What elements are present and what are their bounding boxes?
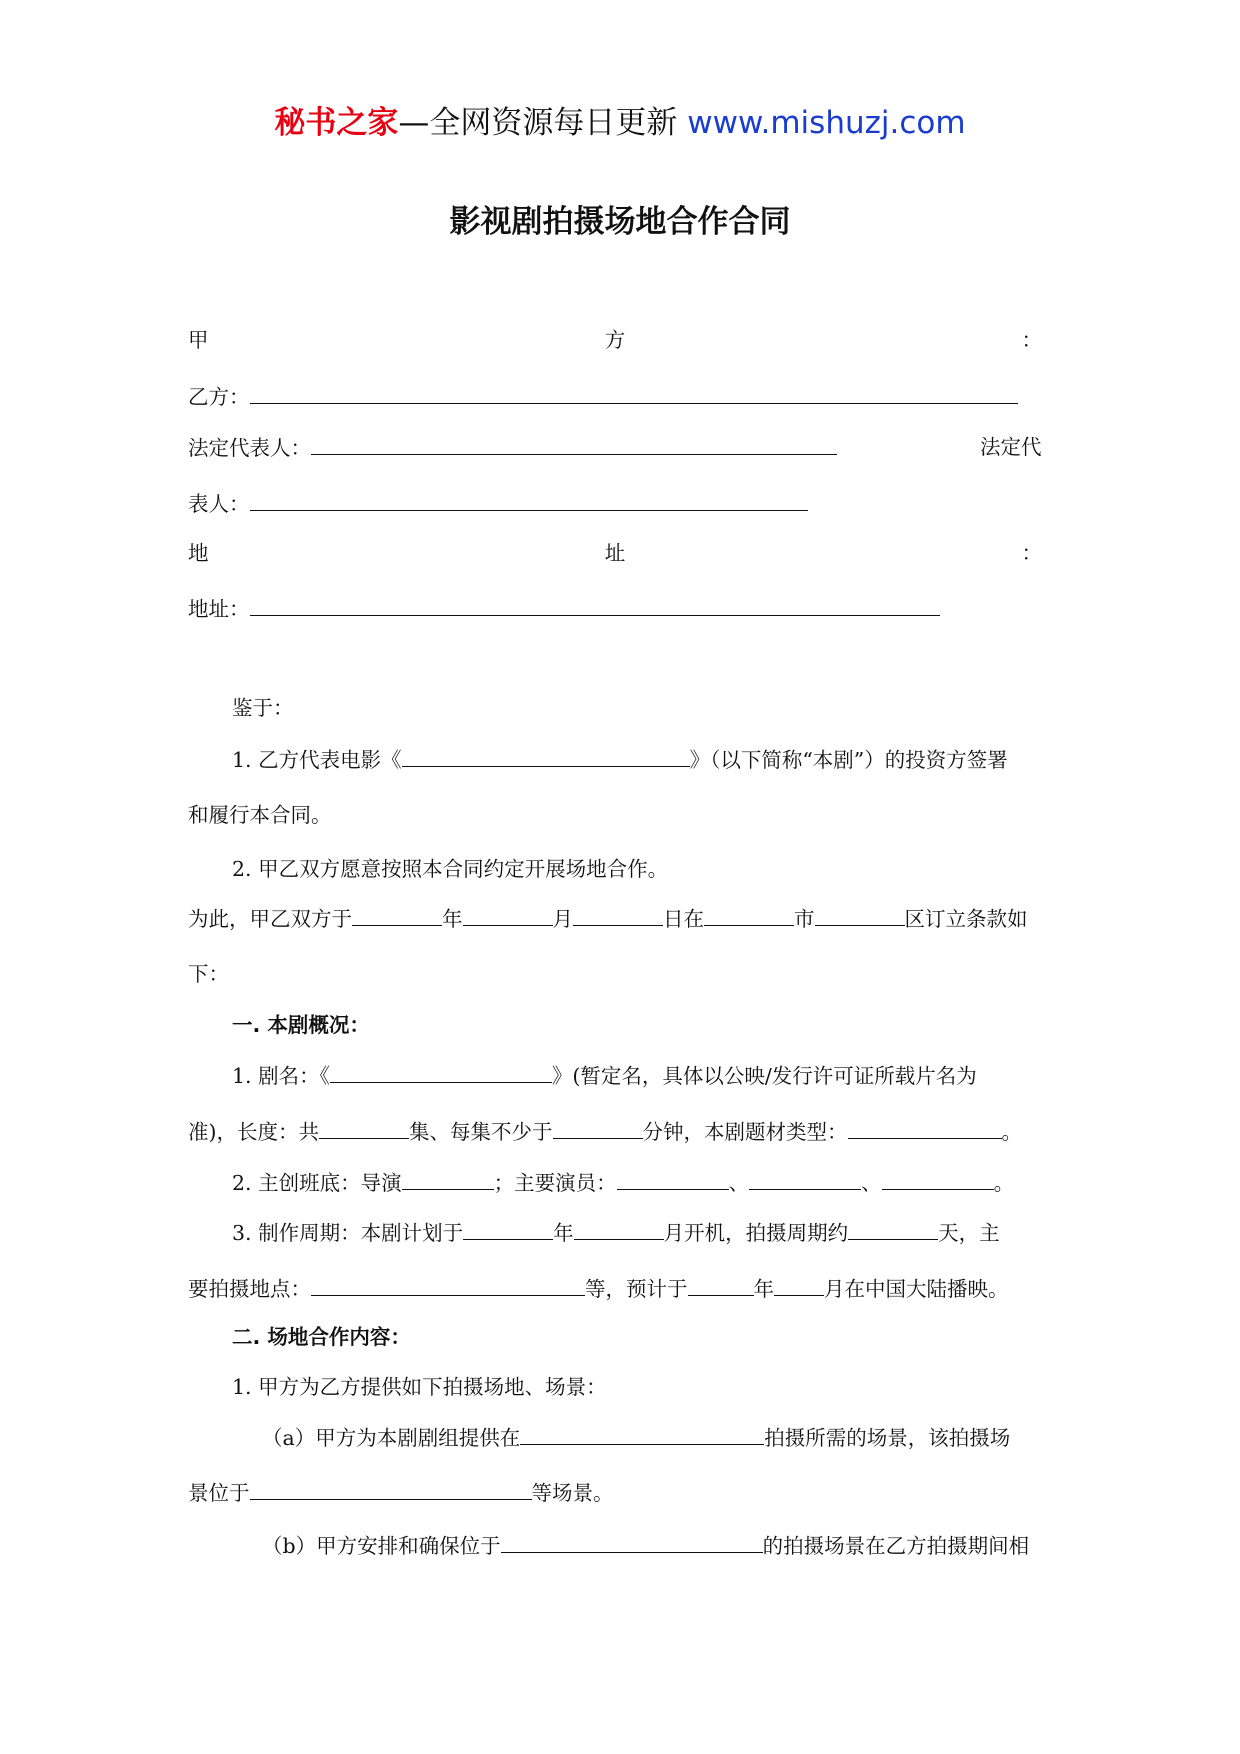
clause-1-3-cont-text-2: 等，预计于: [585, 1277, 688, 1301]
clause-2-1-a-post: 拍摄所需的场景，该拍摄场: [764, 1426, 1011, 1450]
drama-title-blank[interactable]: [330, 1060, 552, 1083]
whereas-1-continued: 和履行本合同。: [188, 803, 332, 827]
clause-1-3: [232, 1217, 1000, 1248]
clause-1-3-text-1: 3. 制作周期：本剧计划于: [232, 1221, 464, 1245]
section-1-heading: 一. 本剧概况：: [232, 1013, 370, 1037]
clause-1-1-continued: [188, 1116, 1022, 1147]
clause-1-1-text-2: 集、每集不少于: [409, 1120, 553, 1144]
clause-2-1-a-cont-pre: 景位于: [188, 1481, 250, 1505]
whereas-1-pre: 1. 乙方代表电影《: [232, 748, 402, 772]
clause-1-2-text-2: ；主要演员：: [493, 1171, 617, 1195]
shoot-days-blank[interactable]: [848, 1217, 938, 1240]
actor-2-blank[interactable]: [749, 1167, 861, 1190]
clause-2-1-a-cont-post: 等场景。: [531, 1481, 614, 1505]
legal-rep-b-label-part1: 法定代: [980, 435, 1042, 459]
party-a-line: [188, 325, 1042, 355]
clause-2-1-b: [262, 1530, 1029, 1561]
party-a-colon: ：: [1021, 328, 1042, 352]
scene-location-blank[interactable]: [501, 1530, 763, 1553]
signing-text-4: 日在: [663, 907, 704, 931]
signing-text-6: 区订立条款如: [904, 907, 1028, 931]
clause-1-3-text-3: 月开机，拍摄周期约: [663, 1221, 849, 1245]
signing-clause: [188, 903, 1028, 934]
clause-1-3-cont-text-3: 年: [753, 1277, 774, 1301]
clause-1-1: [232, 1060, 977, 1091]
whereas-item-2: 2. 甲乙双方愿意按照本合同约定开展场地合作。: [232, 857, 669, 881]
site-banner: [0, 100, 1240, 146]
film-title-blank[interactable]: [402, 744, 690, 767]
clause-1-2-text-3: 、: [728, 1171, 750, 1195]
clause-1-2-text-4: 、: [861, 1171, 882, 1195]
address-a-line: [188, 538, 1042, 568]
legal-rep-a-line: [188, 432, 837, 463]
clause-1-1-pre: 1. 剧名：《: [232, 1064, 330, 1088]
banner-slogan: —全网资源每日更新: [398, 105, 678, 141]
legal-rep-a-blank[interactable]: [311, 432, 837, 455]
party-b-label: 乙方：: [188, 385, 250, 409]
clause-1-1-post: 》(暂定名，具体以公映/发行许可证所载片名为: [551, 1064, 977, 1088]
party-a-char2: 方: [604, 328, 626, 352]
party-b-line: [188, 381, 1018, 412]
party-b-blank[interactable]: [250, 381, 1018, 404]
sign-city-blank[interactable]: [704, 903, 794, 926]
signing-clause-continued: 下：: [188, 962, 229, 986]
clause-1-2: [232, 1167, 1014, 1198]
release-year-blank[interactable]: [688, 1273, 754, 1296]
whereas-1-post: 》（以下简称“本剧”）的投资方签署: [689, 748, 1008, 772]
address-b-line: [188, 593, 940, 624]
clause-1-2-text-5: 。: [993, 1171, 1015, 1195]
actor-3-blank[interactable]: [882, 1167, 994, 1190]
minutes-blank[interactable]: [553, 1116, 643, 1139]
whereas-heading: 鉴于：: [232, 696, 294, 720]
clause-1-1-text-1: 准)，长度：共: [188, 1120, 319, 1144]
legal-rep-b-line: [188, 488, 808, 519]
director-blank[interactable]: [402, 1167, 494, 1190]
sign-day-blank[interactable]: [573, 903, 663, 926]
clause-2-1-a-pre: （a）甲方为本剧剧组提供在: [262, 1426, 521, 1450]
genre-blank[interactable]: [848, 1116, 1002, 1139]
clause-2-1: 1. 甲方为乙方提供如下拍摄场地、场景：: [232, 1375, 607, 1399]
address-a-char1: 地: [188, 541, 209, 565]
legal-rep-b-label-part2: 表人：: [188, 492, 250, 516]
clause-1-3-continued: [188, 1273, 1009, 1304]
clause-2-1-b-pre: （b）甲方安排和确保位于: [262, 1534, 501, 1558]
signing-text-3: 月: [552, 907, 573, 931]
episodes-blank[interactable]: [319, 1116, 409, 1139]
address-b-label: 地址：: [188, 597, 250, 621]
document-title: 影视剧拍摄场地合作合同: [449, 204, 791, 240]
signing-text-2: 年: [442, 907, 463, 931]
party-a-char1: 甲: [188, 328, 209, 352]
address-b-blank[interactable]: [250, 593, 940, 616]
actor-1-blank[interactable]: [617, 1167, 729, 1190]
clause-1-3-text-2: 年: [553, 1221, 574, 1245]
clause-1-1-text-3: 分钟，本剧题材类型：: [642, 1120, 848, 1144]
signing-text-5: 市: [794, 907, 815, 931]
sign-month-blank[interactable]: [463, 903, 553, 926]
address-a-colon: ：: [1021, 541, 1042, 565]
venue-location-blank[interactable]: [520, 1422, 764, 1445]
clause-1-3-text-4: 天，主: [938, 1221, 1000, 1245]
sign-district-blank[interactable]: [815, 903, 905, 926]
banner-brand: 秘书之家: [274, 105, 399, 141]
clause-2-1-b-post: 的拍摄场景在乙方拍摄期间相: [762, 1534, 1030, 1558]
clause-1-3-cont-text-4: 月在中国大陆播映。: [824, 1277, 1009, 1301]
clause-1-3-cont-text-1: 要拍摄地点：: [188, 1277, 311, 1301]
start-month-blank[interactable]: [574, 1217, 664, 1240]
clause-2-1-a: [262, 1422, 1010, 1453]
sign-year-blank[interactable]: [352, 903, 442, 926]
section-2-heading: 二. 场地合作内容：: [232, 1325, 411, 1349]
signing-text-1: 为此，甲乙双方于: [188, 907, 352, 931]
location-blank[interactable]: [311, 1273, 585, 1296]
clause-1-2-text-1: 2. 主创班底：导演: [232, 1171, 402, 1195]
address-a-char2: 址: [604, 541, 626, 565]
release-month-blank[interactable]: [774, 1273, 824, 1296]
start-year-blank[interactable]: [463, 1217, 553, 1240]
legal-rep-b-blank[interactable]: [250, 488, 808, 511]
banner-url[interactable]: www.mishuzj.com: [687, 105, 966, 141]
clause-2-1-a-continued: [188, 1477, 614, 1508]
venue-address-blank[interactable]: [250, 1477, 532, 1500]
whereas-item-1: [232, 744, 1008, 775]
legal-rep-a-label: 法定代表人：: [188, 436, 311, 460]
clause-1-1-text-4: 。: [1001, 1120, 1022, 1144]
